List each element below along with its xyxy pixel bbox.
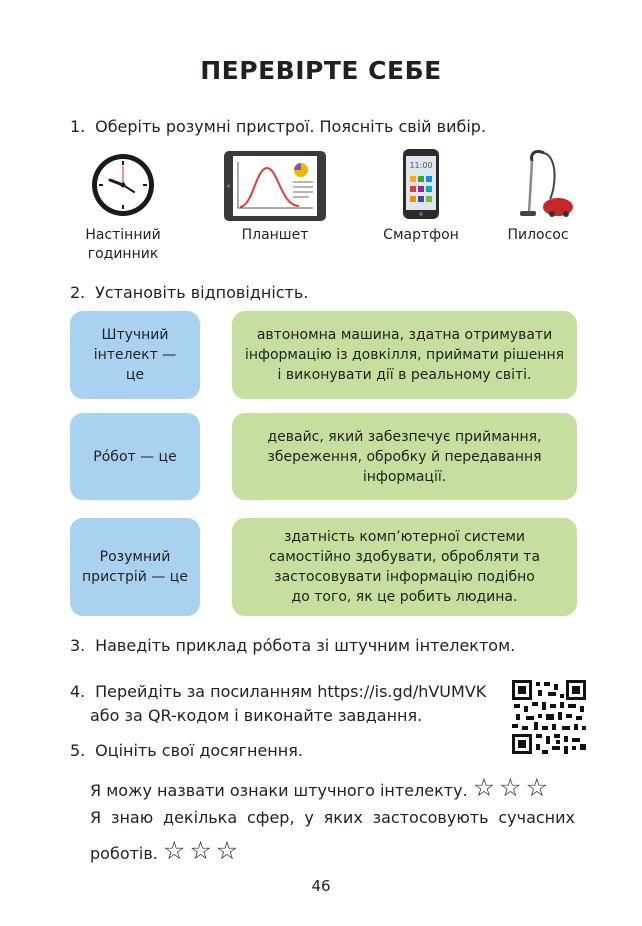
question-2 [70,283,308,302]
tablet-icon [223,150,327,222]
rating-text-3: роботів. [90,844,158,863]
definition-box: девайс, який забезпечує приймання, збереження, обробку й передавання інформації. [232,413,577,500]
page-title: ПЕРЕВІРТЕ СЕБЕ [200,56,442,85]
question-4-line-1: Перейдіть за посиланням https://is.gd/hVUMVK [95,682,487,701]
question-1 [70,117,486,136]
question-3-text: Наведіть приклад рóбота зі штучним інтелектом. [95,636,516,655]
question-3-number: 3. [70,636,86,655]
star-rating-icon[interactable]: ☆☆☆ [162,836,243,865]
term-box: Рóбот — це [70,413,200,500]
rating-row-1 [90,773,552,802]
question-5-number: 5. [70,741,86,760]
rating-text-1: Я можу назвати ознаки штучного інтелекту. [90,781,468,800]
term-box: Розумний пристрій — це [70,518,200,616]
term-box: Штучний інтелект — це [70,311,200,399]
device-label-vacuum: Пилосос [507,227,569,243]
definition-box: автономна машина, здатна отримувати інформацію із довкілля, приймати рішення і виконувати дії в реальному світі. [232,311,577,399]
question-5 [70,741,303,760]
question-5-text: Оцініть свої досягнення. [95,741,303,760]
device-label-wall-clock: Настінний годинник [85,227,161,262]
vacuum-cleaner-icon [510,147,576,221]
svg-text:11:00: 11:00 [409,161,433,170]
question-1-text: Оберіть розумні пристрої. Поясніть свій вибір. [95,117,487,136]
device-label-smartphone: Смартфон [383,227,459,243]
question-4-line-2: або за QR-кодом і виконайте завдання. [90,706,423,725]
definition-box: здатність комп’ютерної системи самостійно здобувати, обробляти та застосовувати інформацію подібно до того, як це робить людина. [232,518,577,616]
question-2-text: Установіть відповідність. [95,283,309,302]
question-3 [70,636,515,655]
question-4-number: 4. [70,682,86,701]
question-2-number: 2. [70,283,86,302]
rating-text-2: Я знаю декілька сфер, у яких застосовують сучасних [90,808,575,827]
qr-code-icon[interactable] [512,680,586,754]
question-4 [70,682,486,701]
page-number: 46 [311,877,331,895]
question-1-number: 1. [70,117,86,136]
device-label-tablet: Планшет [241,227,309,243]
rating-row-3 [90,836,242,865]
smartphone-icon [402,148,440,220]
star-rating-icon[interactable]: ☆☆☆ [472,773,552,802]
wall-clock-icon [90,152,156,218]
